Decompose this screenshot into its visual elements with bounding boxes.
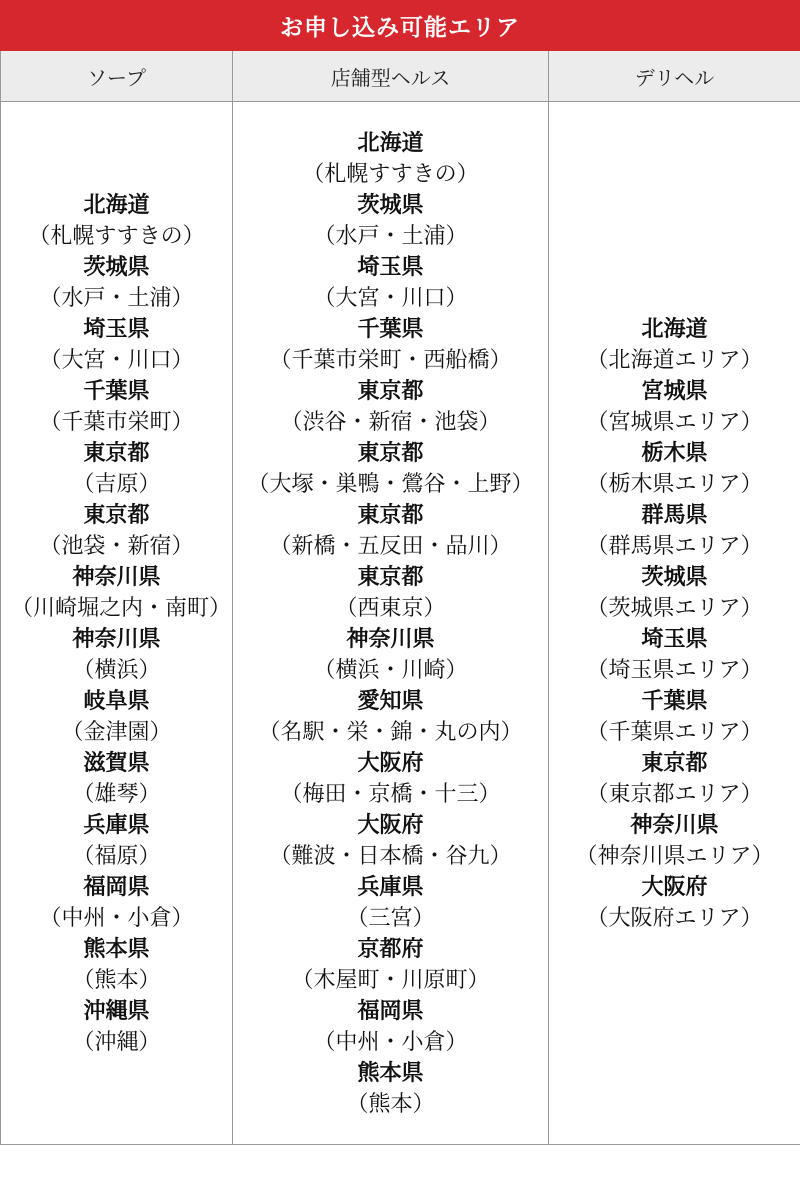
area-name: 神奈川県: [72, 564, 161, 589]
area-name: 福岡県: [83, 874, 150, 899]
column-label: デリヘル: [634, 67, 715, 90]
area-note: （池袋・新宿）: [39, 533, 194, 558]
area-name: 神奈川県: [346, 626, 435, 651]
area-note: （千葉市栄町）: [39, 409, 194, 434]
area-note: （栃木県エリア）: [586, 471, 763, 496]
area-note: （大宮・川口）: [39, 347, 194, 372]
area-note: （西東京）: [335, 595, 446, 620]
area-note: （三宮）: [346, 905, 435, 930]
area-name: 宮城県: [641, 378, 708, 403]
area-note: （茨城県エリア）: [586, 595, 763, 620]
area-note: （大塚・巣鴨・鶯谷・上野）: [247, 471, 534, 496]
area-name: 神奈川県: [630, 812, 719, 837]
area-name: 兵庫県: [357, 874, 424, 899]
area-note: （名駅・栄・錦・丸の内）: [258, 719, 523, 744]
banner: [0, 0, 800, 51]
area-note: （梅田・京橋・十三）: [280, 781, 501, 806]
area-list-delivery-health: [549, 102, 800, 1144]
area-name: 東京都: [357, 440, 424, 465]
column-header-store-health: [233, 51, 549, 101]
area-name: 埼玉県: [357, 254, 424, 279]
area-name: 千葉県: [357, 316, 424, 341]
area-name: 岐阜県: [83, 688, 150, 713]
area-name: 北海道: [83, 192, 150, 217]
area-name: 大阪府: [641, 874, 708, 899]
area-name: 熊本県: [83, 936, 150, 961]
area-note: （千葉市栄町・西船橋）: [269, 347, 512, 372]
area-note: （難波・日本橋・谷九）: [269, 843, 512, 868]
area-note: （渋谷・新宿・池袋）: [280, 409, 501, 434]
area-name: 愛知県: [357, 688, 424, 713]
area-name: 茨城県: [83, 254, 150, 279]
area-note: （水戸・土浦）: [39, 285, 194, 310]
area-note: （木屋町・川原町）: [291, 967, 490, 992]
area-name: 茨城県: [357, 192, 424, 217]
area-name: 東京都: [641, 750, 708, 775]
column-label: ソープ: [87, 67, 146, 90]
area-note: （神奈川県エリア）: [575, 843, 774, 868]
area-name: 東京都: [83, 502, 150, 527]
area-note: （沖縄）: [72, 1029, 161, 1054]
column-header-delivery-health: [549, 51, 800, 101]
area-list-row: [1, 102, 800, 1144]
area-name: 滋賀県: [83, 750, 150, 775]
area-note: （川崎堀之内・南町）: [11, 595, 232, 620]
area-name: 沖縄県: [83, 998, 150, 1023]
area-name: 京都府: [357, 936, 424, 961]
area-name: 千葉県: [83, 378, 150, 403]
column-header-row: [1, 51, 800, 102]
area-name: 熊本県: [357, 1060, 424, 1085]
area-note: （千葉県エリア）: [586, 719, 763, 744]
area-name: 東京都: [357, 502, 424, 527]
area-note: （埼玉県エリア）: [586, 657, 763, 682]
area-list-soap: [1, 102, 233, 1144]
area-name: 兵庫県: [83, 812, 150, 837]
area-name: 群馬県: [641, 502, 708, 527]
area-name: 東京都: [357, 378, 424, 403]
area-name: 神奈川県: [72, 626, 161, 651]
area-name: 大阪府: [357, 750, 424, 775]
area-note: （群馬県エリア）: [586, 533, 763, 558]
column-header-soap: [1, 51, 233, 101]
area-name: 東京都: [357, 564, 424, 589]
area-note: （大阪府エリア）: [586, 905, 763, 930]
area-name: 福岡県: [357, 998, 424, 1023]
area-note: （雄琴）: [72, 781, 161, 806]
area-list-store-health: [233, 102, 549, 1144]
area-note: （北海道エリア）: [586, 347, 763, 372]
area-note: （中州・小倉）: [39, 905, 194, 930]
area-note: （東京都エリア）: [586, 781, 763, 806]
area-note: （宮城県エリア）: [586, 409, 763, 434]
area-name: 東京都: [83, 440, 150, 465]
area-name: 埼玉県: [83, 316, 150, 341]
page-title: お申し込み可能エリア: [280, 14, 520, 40]
area-name: 栃木県: [641, 440, 708, 465]
area-note: （熊本）: [72, 967, 161, 992]
area-name: 茨城県: [641, 564, 708, 589]
area-name: 北海道: [641, 316, 708, 341]
area-note: （新橋・五反田・品川）: [269, 533, 512, 558]
area-name: 千葉県: [641, 688, 708, 713]
area-note: （札幌すすきの）: [302, 161, 479, 186]
area-name: 埼玉県: [641, 626, 708, 651]
area-note: （吉原）: [72, 471, 161, 496]
area-note: （大宮・川口）: [313, 285, 468, 310]
area-note: （札幌すすきの）: [28, 223, 205, 248]
area-note: （金津園）: [61, 719, 172, 744]
area-name: 北海道: [357, 130, 424, 155]
area-note: （横浜・川崎）: [313, 657, 468, 682]
area-note: （横浜）: [72, 657, 161, 682]
area-note: （中州・小倉）: [313, 1029, 468, 1054]
area-note: （熊本）: [346, 1091, 435, 1116]
column-label: 店舗型ヘルス: [330, 67, 451, 90]
area-table: [0, 51, 800, 1145]
area-name: 大阪府: [357, 812, 424, 837]
area-note: （福原）: [72, 843, 161, 868]
area-note: （水戸・土浦）: [313, 223, 468, 248]
